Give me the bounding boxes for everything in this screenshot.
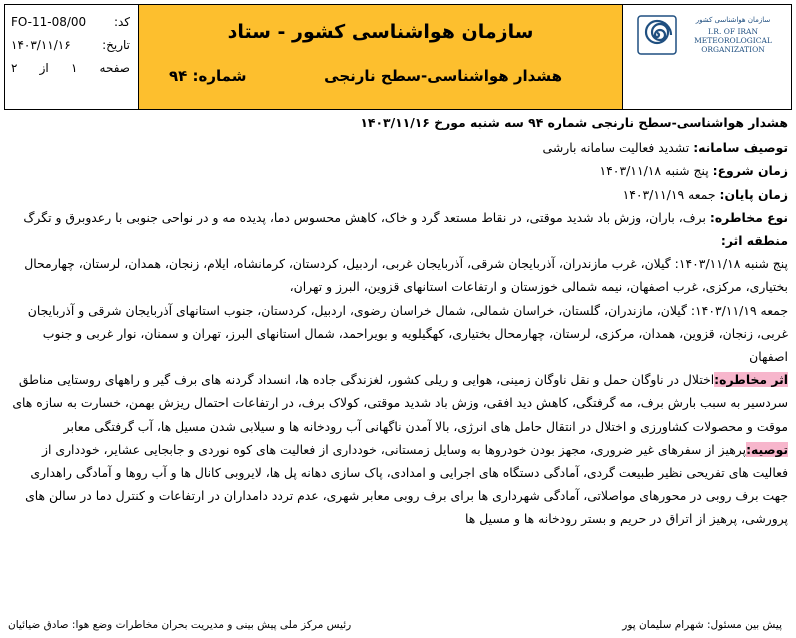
chief-name: صادق ضیائیان (8, 619, 69, 631)
affected-area-day1: پنج شنبه ۱۴۰۳/۱۱/۱۸: گیلان، غرب مازندران، آذربایجان شرقی، آذربایجان غربی، اردبیل، کردستان، کرمانشاه، ایلام، زنجان، همدان، لرستان، چهارمحال بختیاری، مرکزی، غرب اصفهان، نیمه شمالی خوزستان و ارتفاعات استانهای قزوین، البرز و تهران، (24, 256, 788, 295)
logo-persian-name: سازمان هواشناسی کشور (695, 16, 771, 24)
description-label: توصیف سامانه: (693, 140, 788, 156)
spiral-emblem-icon (637, 15, 677, 55)
document-meta (5, 5, 139, 109)
advice-value: پرهیز از سفرهای غیر ضروری، مجهز بودن خودروها به وسایل زمستانی، خودداری از فعالیت های کوه نوردی و جابجایی عشایر، خودداری از فعالیت های تفریحی نظیر طبیعت گردی، آمادگی دستگاه های اجرایی و امدادی، پاک سازی دهانه پل ها، لایروبی کانال ها و آب روها و آمادگی راهداری جهت برف روبی در محورهای مواصلاتی، آمادگی شهرداری ها برای برف روبی معابر شهری، عدم تردد دامداران در ارتفاعات و کنترل دما در سالن های پرورشی، پرهیز از اتراق در حریم و بستر رودخانه ها و مسیل ها (25, 441, 788, 527)
date-row (11, 34, 130, 57)
hazard-type (8, 206, 788, 229)
chief-signature (8, 619, 351, 631)
forecaster-label: پیش بین مسئول: (707, 619, 782, 631)
end-label: زمان پایان: (719, 186, 788, 202)
effects-label: اثر مخاطره: (714, 372, 788, 388)
date-label: تاریخ: (102, 38, 130, 52)
start-value: پنج شنبه ۱۴۰۳/۱۱/۱۸ (599, 163, 709, 179)
header-subtitle-row (139, 67, 622, 85)
code-label: کد: (113, 15, 130, 29)
chief-label: رئیس مرکز ملی پیش بینی و مدیریت بحران مخاطرات وضع هوا: (71, 619, 352, 631)
page-current: ۱ (70, 61, 78, 75)
logo-text-line-2: METEOROLOGICAL (694, 36, 772, 45)
warning-heading: هشدار هواشناسی-سطح نارنجی شماره ۹۴ سه شنبه مورخ ۱۴۰۳/۱۱/۱۶ (360, 115, 788, 130)
warning-title: هشدار هواشناسی-سطح نارنجی (324, 67, 562, 85)
page-number-row (11, 57, 130, 80)
logo-text-line-1: I.R. OF IRAN (707, 27, 759, 36)
system-description (8, 136, 788, 159)
page-label: صفحه (99, 61, 130, 75)
page-total: ۲ (11, 61, 18, 75)
affected-area-label: منطقه اثر: (720, 233, 788, 249)
number-label: شماره: (192, 67, 247, 85)
advice-label: توصیه: (746, 441, 788, 457)
code-row (11, 11, 130, 34)
logo-text-line-3: ORGANIZATION (701, 45, 765, 54)
warning-number (169, 67, 246, 85)
affected-area-day2: جمعه ۱۴۰۳/۱۱/۱۹: گیلان، مازندران، گلستان، خراسان شمالی، شمال خراسان رضوی، اردبیل، کردستان، جنوب استانهای آذربایجان شرقی و آذربایجان غربی، زنجان، قزوین، همدان، مرکزی، لرستان، چهارمحال بختیاری، کهگیلویه و بویراحمد، شمال استانهای البرز، تهران و سمنان، نوار غربی و جنوب اصفهان (27, 302, 788, 365)
forecaster-signature (622, 619, 782, 631)
end-value: جمعه ۱۴۰۳/۱۱/۱۹ (622, 186, 716, 202)
logo-cell (623, 5, 791, 109)
organization-title: سازمان هواشناسی کشور - ستاد (227, 21, 534, 43)
description-value: تشدید فعالیت سامانه بارشی (542, 140, 690, 156)
document-header (4, 4, 792, 110)
code-value: FO-11-08/00 (11, 15, 87, 29)
recommendations (8, 438, 788, 531)
hazard-effects (8, 368, 788, 438)
hazard-label: نوع مخاطره: (709, 209, 788, 225)
header-title-block (139, 5, 623, 109)
document-footer (8, 614, 782, 636)
warning-body (8, 110, 788, 531)
effects-value: اختلال در ناوگان حمل و نقل ناوگان زمینی، هوایی و ریلی کشور، لغزندگی جاده ها، انسداد گردنه های برف گیر و راههای روستایی مناطق سردسیر به سبب بارش برف، مه گرفتگی، کاهش دید افقی، وزش باد شدید موقتی، کولاک برف، در ارتفاعات احتمال ریزش بهمن، خسارت به سازه های موقت و محصولات کشاورزی و اختلال در انتقال حامل های انرژی، بالا آمدن ناگهانی آب رودخانه ها و سیلابی شدن مسیل ها، آب گرفتگی معابر (12, 372, 788, 434)
hazard-value: برف، باران، وزش باد شدید موقتی، در نقاط مستعد گرد و خاک، کاهش محسوس دما، پدیده مه و در نواحی جنوبی با رعدوبرق و تگرگ (23, 209, 706, 225)
start-time (8, 159, 788, 182)
end-time (8, 183, 788, 206)
organization-logo (637, 15, 787, 101)
start-label: زمان شروع: (712, 163, 788, 179)
number-value: ۹۴ (169, 67, 188, 85)
date-value: ۱۴۰۳/۱۱/۱۶ (11, 38, 71, 52)
page-of: از (39, 61, 49, 75)
forecaster-name: شهرام سلیمان پور (622, 619, 704, 631)
